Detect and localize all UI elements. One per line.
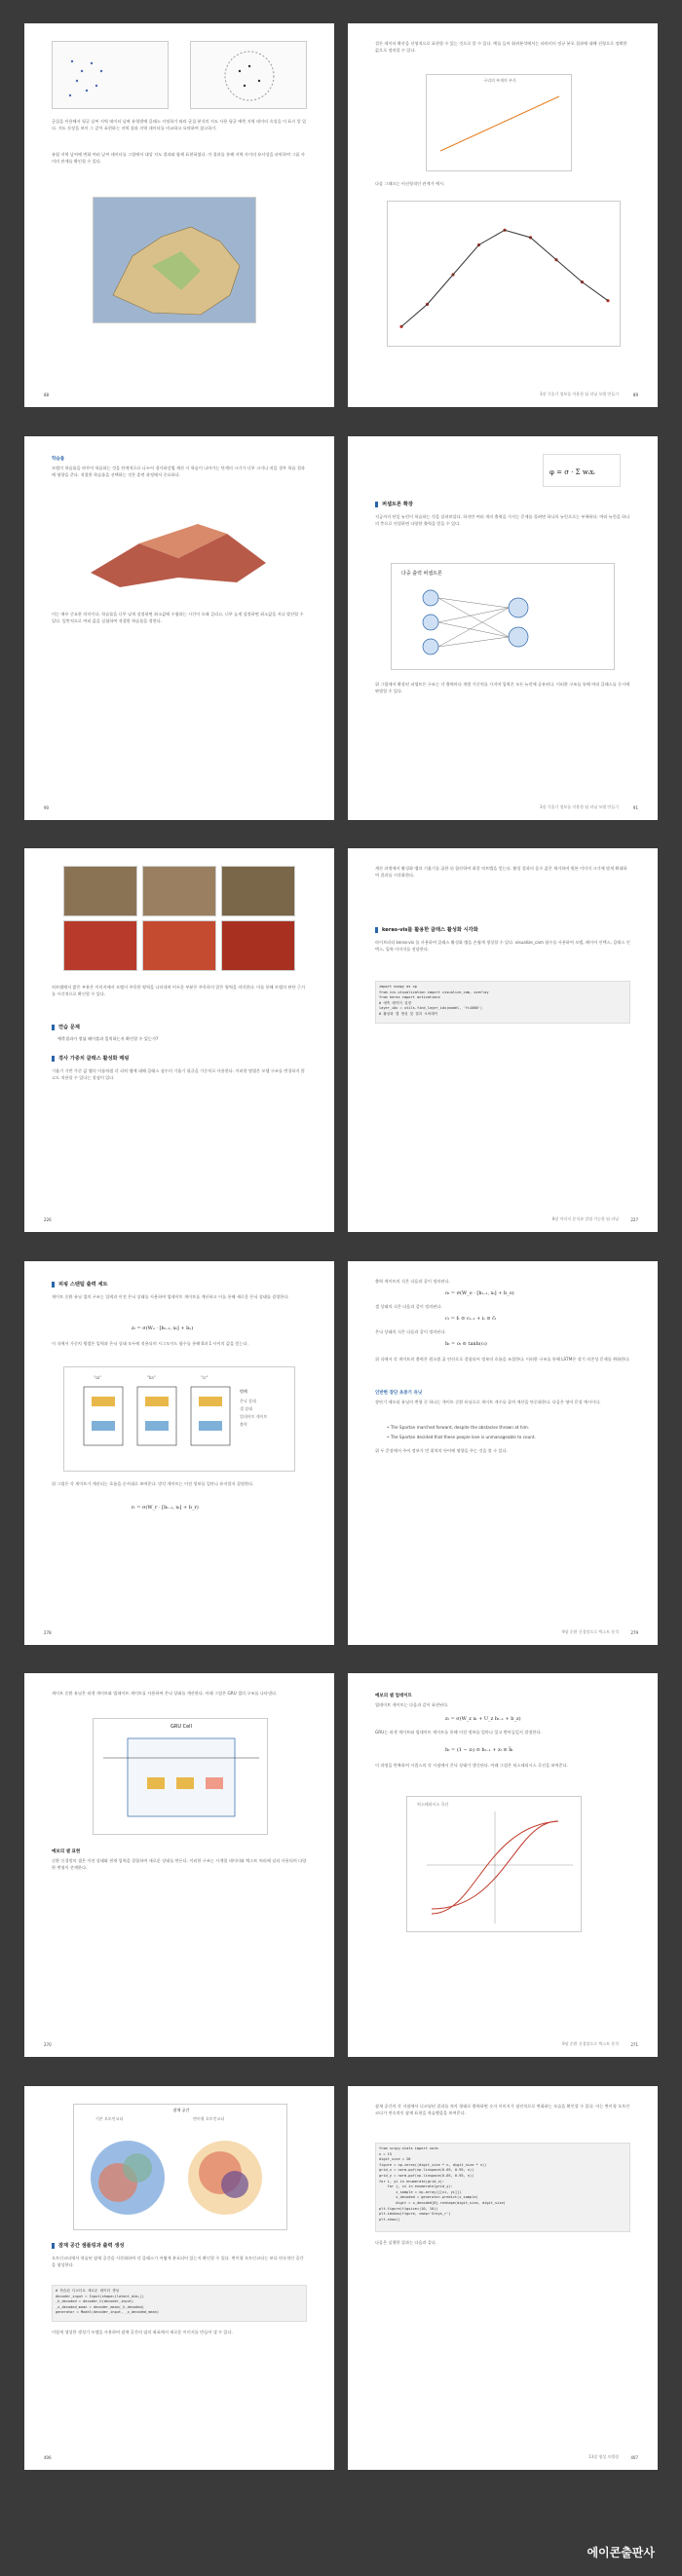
equation: hₜ = oₜ ⊙ tanh(cₜ) (445, 1341, 487, 1347)
section-heading (375, 501, 413, 507)
section-heading (52, 2242, 124, 2249)
body-text: 오토인코더에서 학습된 잠재 공간을 시각화하여 각 클래스가 어떻게 분포되어 있는지 확인할 수 있다. 변이형 오토인코더는 보다 연속적인 공간을 형성한다. (52, 2256, 304, 2267)
page-number: 227 (630, 1217, 638, 1222)
legend-item: 출력 (240, 1422, 247, 1427)
page-number: 90 (44, 805, 50, 810)
running-head: 9장 순환 신경망으로 텍스트 분석 (562, 1629, 619, 1634)
page-number: 279 (630, 1630, 638, 1635)
code-block: import numpy as np from vis.visualization import visualize_cam, overlay from keras import activations # 예측 레이어 설정 layer_idx = utils.find_layer_idx(model, 'fc1000') # 활성화 맵 생성 및 결과 오버레이 (375, 981, 630, 1024)
section-heading: 학습률 (52, 457, 65, 462)
heading-text: 퍼셉트론 확장 (382, 502, 413, 507)
multi-output-perceptron-figure (391, 563, 615, 670)
latent-space-figure (73, 2104, 287, 2230)
body-text: 기울기 기반 가중 값 맵의 이름처럼 각 피처 맵에 대해 클래스 점수의 기울기 평균을 가중치로 사용한다. 이러한 방법은 모델 구조를 변경하지 않고도 적용할 수 있다는 장점이 있다. (52, 1068, 305, 1080)
page-number: 91 (632, 805, 638, 810)
section-heading (52, 1055, 129, 1062)
europe-map (94, 198, 256, 323)
nonlinear-chart (388, 202, 621, 347)
scatter-plot-a (53, 42, 169, 109)
legend-title: 범례 (240, 1389, 247, 1394)
page-279 (348, 1261, 658, 1645)
page-number: 226 (44, 1217, 52, 1222)
image-grid (63, 866, 295, 973)
page-number: 278 (44, 1630, 52, 1635)
equation: cₜ = fₜ ⊙ cₜ₋₁ + iₜ ⊙ c̃ₜ (445, 1316, 497, 1322)
code-block: # 학습된 디코더로 새로운 데이터 생성 decoder_input = Input(shape=(latent_dim,)) _h_decoded = decoder_h(decoder_input) _x_decoded_mean = decoder_mean(_h_decoded) generator = Model(decoder_input, _x_decoded_mean) (52, 2285, 307, 2322)
series-line (440, 96, 559, 151)
equation: oₜ = σ(W_o · [hₜ₋₁, xₜ] + b_o) (445, 1290, 514, 1296)
body-text: 셀 상태의 식은 다음과 같이 정의된다. (375, 1304, 442, 1309)
page-406 (24, 2086, 334, 2470)
heading-text: keras-vis를 활용한 클래스 활성화 시각화 (382, 927, 478, 933)
page-number: 88 (44, 392, 50, 397)
chart-title: 구리의 부게의 부식 (483, 78, 516, 83)
figure-title: GRU Cell (170, 1724, 192, 1730)
heading-text: 잠재 공간 샘플링과 출력 생성 (58, 2243, 125, 2249)
body-text: 다음은 실행한 결과는 다음과 같다. (375, 2240, 437, 2245)
section-heading (375, 926, 478, 933)
learning-rate-surface-figure (81, 504, 276, 597)
body-text: 이 식에서 가중치 행렬은 입력과 은닉 상태 모두에 적용되며 시그모이드 함수를 통해 0과 1 사이의 값을 얻는다. (52, 1341, 248, 1346)
heatmap-image (142, 920, 216, 971)
europe-map-figure (93, 197, 256, 323)
heatmap-image (63, 920, 137, 971)
surface-plot (81, 504, 276, 597)
page-226 (24, 848, 334, 1232)
page-89 (348, 23, 658, 407)
equation: hₜ = (1 − zₜ) ⊙ hₜ₋₁ + zₜ ⊙ h̃ₜ (445, 1747, 513, 1753)
running-head: 9장 순환 신경망으로 텍스트 분석 (562, 2041, 619, 2046)
running-head: 3장 기울기 정보를 이용한 딥 러닝 모델 만들기 (540, 804, 619, 809)
body-text: 유럽 지역 날씨에 변화 여러 날씨 데이터를 그림에서 대상 지도 결과와 함께 표현하였다. 이 결과를 통해 지역 사이의 유사성을 파악하여 그룹 사이의 관계를 확인할 수 있다. (52, 152, 305, 164)
body-text: 결론 데이터 확산을 선형적으로 표현할 수 있는 것으로 알 수 있다. 예를 들어 회귀분석에서는 파라미터 정규 분포 결과에 대해 선형으로 정확한 값으로 정의할 수 있다. (375, 41, 627, 53)
cell-label: "cr" (201, 1375, 208, 1380)
page-227 (348, 848, 658, 1232)
figure-subtitle: 변이형 오토인코더 (193, 2116, 225, 2121)
page-number: 270 (44, 2042, 52, 2047)
linear-chart (427, 75, 572, 171)
body-text: 장단기 메모리 유닛의 변형 중 하나는 게이트 순환 유닛으로 게이트 개수를 줄여 계산을 단순화한다. 다음은 영어 문장 예시이다. (375, 1400, 601, 1404)
cell-label: "sa" (94, 1375, 102, 1380)
figure-title: 잠재 공간 (172, 2108, 190, 2112)
heatmap-image (221, 920, 295, 971)
cell-label: "ba" (147, 1375, 156, 1380)
page-number: 406 (44, 2455, 52, 2460)
body-text: 계산 과정에서 활성화 맵과 기울기를 곱한 뒤 합산하여 최종 히트맵을 얻는다. 활성 결과의 음수 값은 제거하며 원본 이미지 크기에 맞게 확대하여 결과를 시각화한다. (375, 866, 627, 877)
body-text: 군집을 이용해서 평균 날씨 지역 데이터 날짜 유형별에 클래스 지정하기 따라 군집 분석의 지도 사용 평균 예측 지역 데이터 속성을 이 표시 알 있다. 지도 등장을 보이 그 같이 표현하는 지역 결과 지역 데이터를 비교하고 요약하여 참고하기. (52, 119, 307, 131)
body-text: 모델이 학습률을 바꾸어 학습하는 것을 단계적으로 나누어 경사하강법 계산 시 학습이 나아가는 단계의 크기가 너무 크거나 작을 경우 학습 결과에 영향을 준다. 적절한 학습률을 선택하는 것은 훈련 과정에서 중요하다. (52, 466, 305, 477)
texture-photo (63, 866, 137, 916)
body-text: 이렇게 생성한 생성기 모델을 사용하여 잠재 공간의 임의 좌표에서 새로운 이미지를 만들어 낼 수 있다. (52, 2330, 233, 2334)
running-head: 3장 기울기 정보를 이용한 딥 러닝 모델 만들기 (540, 392, 619, 396)
body-text: 다음 그래프는 비선형적인 관계가 예시. (375, 181, 445, 186)
body-text: 라이브러리 keras-vis 를 사용하여 클래스 활성화 맵을 손쉽게 생성할 수 있다. visualize_cam 함수를 사용하여 모델, 레이어 인덱스, 클래스 인덱스, 입력 이미지를 전달한다. (375, 940, 630, 952)
equation: rₜ = σ(W_r · [hₜ₋₁, xₜ] + b_r) (132, 1505, 199, 1511)
scatter-figure-left (52, 41, 169, 109)
latent-scatter (74, 2105, 287, 2230)
body-text: 잠재 공간의 각 지점에서 디코딩된 결과를 격자 형태로 출력하면 숫자 이미지가 점진적으로 변화하는 모습을 확인할 수 있다. 이는 변이형 오토인코더가 연속적인 잠재 표현을 학습했음을 보여준다. (375, 2104, 630, 2115)
nonlinear-chart-figure (387, 201, 621, 347)
body-text: 출력 게이트의 식은 다음과 같이 정의된다. (375, 1279, 450, 1284)
bullet-item: 예측결과가 정답 레이블과 일치하는지 확인할 수 있는가? (57, 1036, 159, 1041)
page-number: 407 (630, 2455, 638, 2460)
body-text: 업데이트 게이트는 다음과 같이 표현된다. (375, 1702, 449, 1707)
body-text: 지금까지 단일 뉴런이 학습하는 것을 살펴보았다. 하지만 여러 개의 출력을 가지는 문제를 풀려면 하나의 뉴런으로는 부족하다. 여러 뉴런을 하나의 층으로 연결하면 다양한 출력을 얻을 수 있다. (375, 514, 630, 526)
texture-photo (221, 866, 295, 916)
perceptron-diagram (392, 564, 615, 670)
formula-graphic (544, 455, 621, 487)
bullet-text: The Spartan decided that these people lose is unmanageable to count. (390, 1435, 536, 1439)
body-text: 이는 매우 중요한 의미이다. 학습률을 너무 낮게 설정하면 최소값에 수렴하는 시간이 오래 걸리고, 너무 높게 설정하면 최소값을 지나 발산할 수 있다. 일반적으로 여러 값을 실험하여 적절한 학습률을 정한다. (52, 612, 304, 623)
figure-subtitle: 기본 오토인코더 (95, 2116, 124, 2121)
bullet-text: The Spartan marched forward, despite the obstacles thrown at him. (390, 1425, 530, 1430)
page-number: 89 (632, 392, 638, 397)
body-text: GRU는 리셋 게이트와 업데이트 게이트를 통해 이전 정보를 얼마나 잊고 받아들일지 결정한다. (375, 1730, 542, 1735)
legend-item: 업데이트 게이트 (240, 1414, 268, 1419)
body-text: 위 그림에서 확장된 퍼셉트론 구조는 각 출력마다 개별 가중치를 가지며 입력은 모든 뉴런에 공유된다. 이러한 구조를 통해 여러 클래스를 동시에 판별할 수 있다. (375, 682, 630, 693)
page-407 (348, 2086, 658, 2470)
body-text: 위 두 문장에서 주어 정보가 먼 위치의 단어에 영향을 주는 것을 볼 수 있다. (375, 1448, 508, 1453)
formula-box (543, 454, 621, 487)
hysteresis-chart (407, 1797, 582, 1932)
page-278 (24, 1261, 334, 1645)
equation: zₜ = σ(Wᵤ · [hₜ₋₁, xₜ] + bᵤ) (132, 1325, 194, 1331)
bullet-item: • The Spartan marched forward, despite the obstacles thrown at him. (387, 1425, 530, 1430)
section-heading: 예보의 셀 업데이트 (375, 1694, 412, 1699)
equation: zₜ = σ(W_z xₜ + U_z hₜ₋₁ + b_z) (445, 1716, 521, 1722)
legend-item: 셀 상태 (240, 1406, 252, 1411)
page-271 (348, 1673, 658, 2057)
lstm-unrolled-figure (63, 1366, 295, 1472)
linear-chart-figure (426, 74, 572, 171)
body-text: 게이트 순환 유닛은 리셋 게이트와 업데이트 게이트를 사용하여 은닉 상태를 계산한다. 아래 그림은 GRU 셀의 구조를 나타낸다. (52, 1691, 278, 1696)
section-heading: 인반한 장단 초중기 유닛 (375, 1391, 423, 1396)
body-text: 위 식에서 각 게이트의 출력은 원소별 곱 연산으로 결합되어 정보의 흐름을 조절한다. 이러한 구조를 통해 LSTM은 장기 의존성 문제를 완화한다. (375, 1357, 630, 1362)
heading-text: 연습 문제 (58, 1025, 80, 1030)
svg-text:φ = σ · Σ wᵢxᵢ: φ = σ · Σ wᵢxᵢ (549, 468, 595, 476)
publisher-logo: 에이콘출판사 (587, 2546, 655, 2559)
body-text: 순환 신경망의 셀은 이전 상태와 현재 입력을 결합하여 새로운 상태를 만든다. 이러한 구조는 시계열 데이터와 텍스트 처리에 널리 사용되며 다양한 변형이 존재한다. (52, 1858, 307, 1870)
body-text: 위 그림은 각 게이트가 계산되는 흐름을 순서대로 보여준다. 망각 게이트는 이전 정보를 얼마나 유지할지 결정한다. (52, 1481, 254, 1486)
page-90 (24, 436, 334, 820)
page-number: 271 (630, 2042, 638, 2047)
code-block: from scipy.stats import norm n = 15 digit_size = 28 figure = np.zeros((digit_size * n, digit_size * n)) grid_x = norm.ppf(np.linspace(0.05, 0.95, n)) grid_y = norm.ppf(np.linspace(0.05, 0.95, n)) for i, yi in enumerate(grid_x): for j, xi in enumerate(grid_y): z_sample = np.array([[xi, yi]]) x_decoded = generator.predict(z_sample) digit = x_decoded[0].reshape(digit_size, digit_size) plt.figure(figsize=(10, 10)) plt.imshow(figure, cmap='Greys_r') plt.show() (375, 2143, 630, 2232)
diagram-title: 다중 출력 퍼셉트론 (401, 571, 442, 577)
gru-diagram (94, 1719, 268, 1835)
bullet-item: • The Spartan decided that these people lose is unmanageable to count. (387, 1435, 536, 1439)
section-heading (52, 1281, 108, 1288)
chart-title: 히스테리시스 곡선 (417, 1802, 449, 1807)
page-91 (348, 436, 658, 820)
scatter-figure-right (190, 41, 307, 109)
running-head: 13장 생성 모델링 (588, 2454, 619, 2459)
hysteresis-chart-figure (406, 1796, 582, 1932)
heading-text: 경사 가중치 클래스 활성화 매핑 (58, 1056, 130, 1062)
page-270 (24, 1673, 334, 2057)
gru-cell-figure (93, 1718, 268, 1835)
texture-photo (142, 866, 216, 916)
body-text: 이 과정을 반복하여 시퀀스의 각 시점에서 은닉 상태가 갱신된다. 아래 그림은 히스테리시스 곡선을 보여준다. (375, 1763, 568, 1768)
body-text: 히트맵에서 밝은 부분은 이미지에서 모델이 주목한 영역을 나타내며 어두운 부분은 주목하지 않은 영역을 의미한다. 이를 통해 모델의 판단 근거를 시각적으로 확인할 수 있다. (52, 985, 305, 996)
running-head: 8장 이미지 분석과 설명 가능한 딥 러닝 (551, 1216, 619, 1221)
series-line (401, 230, 608, 326)
heading-text: 피핑 스탠텀 출력 세트 (58, 1282, 108, 1288)
body-text: 게이트 순환 유닛 셀의 구조는 입력과 이전 은닉 상태를 사용하여 업데이트 게이트를 계산하고 이를 통해 새로운 은닉 상태를 결정한다. (52, 1294, 289, 1299)
legend-item: 은닉 상태 (240, 1399, 256, 1403)
section-heading: 예보의 셀 표현 (52, 1849, 81, 1854)
body-text: 은닉 상태의 식은 다음과 같이 정의된다. (375, 1329, 446, 1334)
page-88 (24, 23, 334, 407)
section-heading (52, 1024, 80, 1030)
scatter-plot-b (191, 42, 307, 109)
